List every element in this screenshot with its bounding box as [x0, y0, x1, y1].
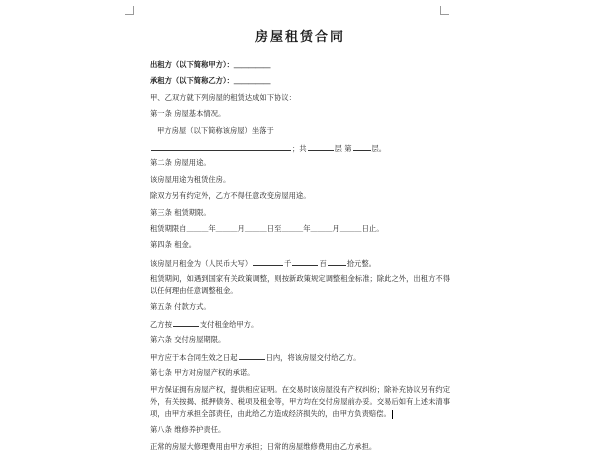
- document-body[interactable]: [150, 60, 450, 458]
- document-title: 房屋租赁合同: [254, 30, 345, 45]
- article-2-title: 第二条 房屋用途。: [150, 158, 211, 168]
- article-2-use: 该房屋用途为租赁住房。: [150, 174, 231, 184]
- article-1-title: 第一条 房屋基本情况。: [150, 109, 226, 119]
- article-6-title: 第六条 交付房屋期限。: [150, 334, 226, 344]
- article-8-title: 第八条 维修养护责任。: [150, 425, 226, 435]
- article-4-adjust: 租赁期间，如遇到国家有关政策调整，则按新政策规定调整租金标准；除此之外，出租方不得以任何理由任意调整租金。: [150, 274, 450, 296]
- rent-blank: [292, 257, 318, 266]
- article-5-payment: 乙方按 支付租金给甲方。: [150, 320, 259, 330]
- article-2-except: 除双方另有约定外，乙方不得任意改变房屋用途。: [150, 191, 311, 201]
- article-3-period: 租赁期限自＿＿＿年＿＿＿月＿＿＿日至＿＿＿年＿＿＿月＿＿＿日止。: [150, 223, 384, 233]
- margin-corner-mark: [125, 6, 134, 15]
- intro-line: 甲、乙双方就下列房屋的租赁达成如下协议：: [150, 92, 296, 102]
- article-6-delivery: 甲方应于本合同生效之日起 日内，将该房屋交付给乙方。: [150, 353, 361, 363]
- lessee-line: 承租方（以下简称乙方）：＿＿＿＿＿: [150, 76, 271, 86]
- article-7-title: 第七条 甲方对房屋产权的承诺。: [150, 367, 255, 377]
- lessor-line: 出租方（以下简称甲方）：＿＿＿＿＿: [150, 60, 271, 69]
- delivery-days-blank: [239, 351, 265, 360]
- rent-blank: [253, 257, 283, 266]
- article-4-rent: 该房屋月租金为（人民币大写） 千 百 拾元整。: [150, 258, 376, 268]
- address-blank: [151, 142, 291, 151]
- article-1-floors: ；共 层 第 层。: [150, 142, 450, 153]
- floor-blank: [353, 142, 371, 151]
- rent-blank: [328, 257, 346, 266]
- margin-corner-mark: [440, 6, 449, 15]
- article-4-title: 第四条 租金。: [150, 240, 197, 250]
- payment-blank: [173, 318, 199, 327]
- total-floors-blank: [308, 142, 334, 151]
- article-5-title: 第五条 付款方式。: [150, 302, 211, 312]
- article-1-location: 甲方房屋（以下简称该房屋）坐落于: [157, 125, 274, 135]
- article-8-text: 正常的房屋大修理费用由甲方承担；日常的房屋维修费用由乙方承担。: [150, 441, 377, 451]
- article-3-title: 第三条 租赁期限。: [150, 207, 211, 217]
- article-7-promise: 甲方保证拥有房屋产权，提供相应证明。在交易时该房屋没有产权纠纷；除补充协议另有约定外，有关按揭、抵押债务、税项及租金等，甲方均在交付房屋前办妥。交易后如有上述未清事项，由甲方承担全部责任，由此给乙方造成经济损失的，由甲方负责赔偿。: [150, 385, 450, 419]
- text-cursor: [392, 410, 393, 419]
